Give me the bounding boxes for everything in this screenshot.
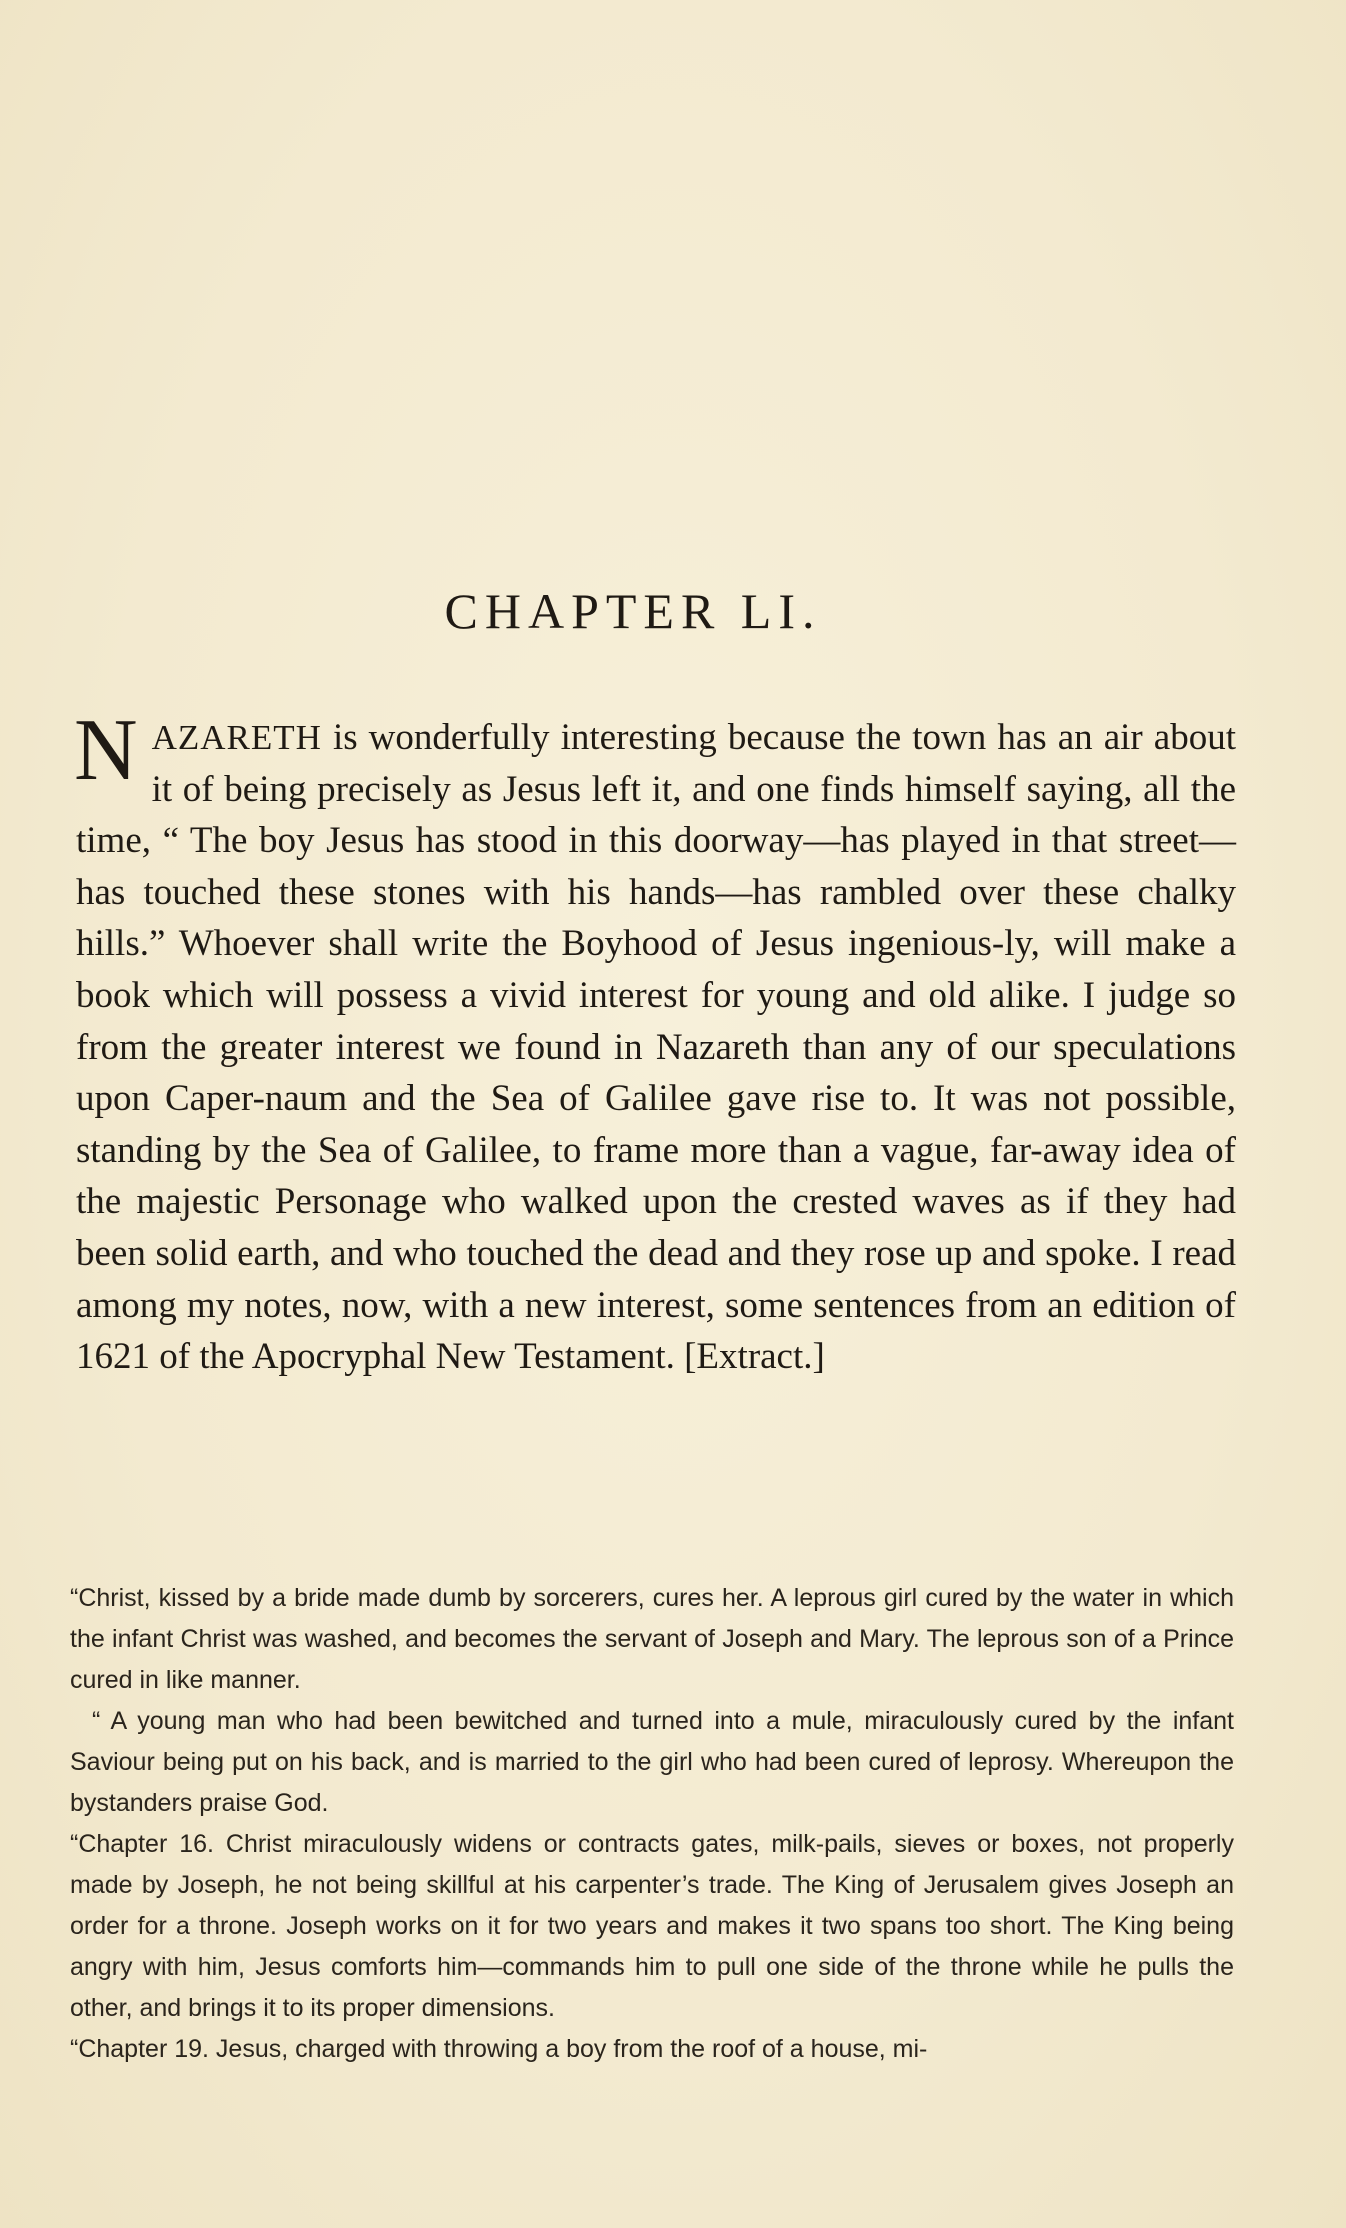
body-paragraph — [74, 702, 1236, 1383]
chapter-title: CHAPTER LI. — [444, 583, 822, 639]
body-text: is wonderfully interesting because the town has an air about it of being precisely as Jesus left it, and one finds himself saying, all the time, “ The boy Jesus has stood in this doorway—has played in that street—has touched these stones with his hands—has rambled over these chalky hills.” Whoever shall write the Boyhood of Jesus ingenious-ly, will make a book which will possess a vivid interest for young and old alike. I judge so from the greater interest we found in Nazareth than any of our speculations upon Caper-naum and the Sea of Galilee gave rise to. It was not possible, standing by the Sea of Galilee, to frame more than a vague, far-away idea of the majestic Personage who walked upon the crested waves as if they had been solid earth, and who touched the dead and they rose up and spoke. I read among my notes, now, with a new interest, some sentences from an edition of 1621 of the Apocryphal New Testament. [Extract.] — [76, 717, 1236, 1378]
extract-paragraph: “Chapter 19. Jesus, charged with throwing a boy from the roof of a house, mi- — [70, 2035, 928, 2063]
extract-paragraph: “Chapter 16. Christ miraculously widens or contracts gates, milk-pails, sieves or boxes, not properly made by Joseph, he not being skillful at his carpenter’s trade. The King of Jerusalem gives Joseph an order for a throne. Joseph works on it for two years and makes it two spans too short. The King being angry with him, Jesus comforts him—commands him to pull one side of the throne while he pulls the other, and brings it to its proper dimensions. — [70, 1830, 1234, 2022]
extract-paragraph: “ A young man who had been bewitched and turned into a mule, miraculously cured by the infant Saviour being put on his back, and is married to the girl who had been cured of leprosy. Whereupon the bystanders praise God. — [70, 1707, 1234, 1817]
drop-cap: N — [74, 702, 138, 799]
lead-caps: AZARETH — [151, 718, 322, 757]
extract-paragraph: “Christ, kissed by a bride made dumb by sorcerers, cures her. A leprous girl cured by the water in which the infant Christ was washed, and becomes the servant of Joseph and Mary. The leprous son of a Prince cured in like manner. — [70, 1584, 1234, 1694]
extract-block — [70, 1578, 1234, 2070]
